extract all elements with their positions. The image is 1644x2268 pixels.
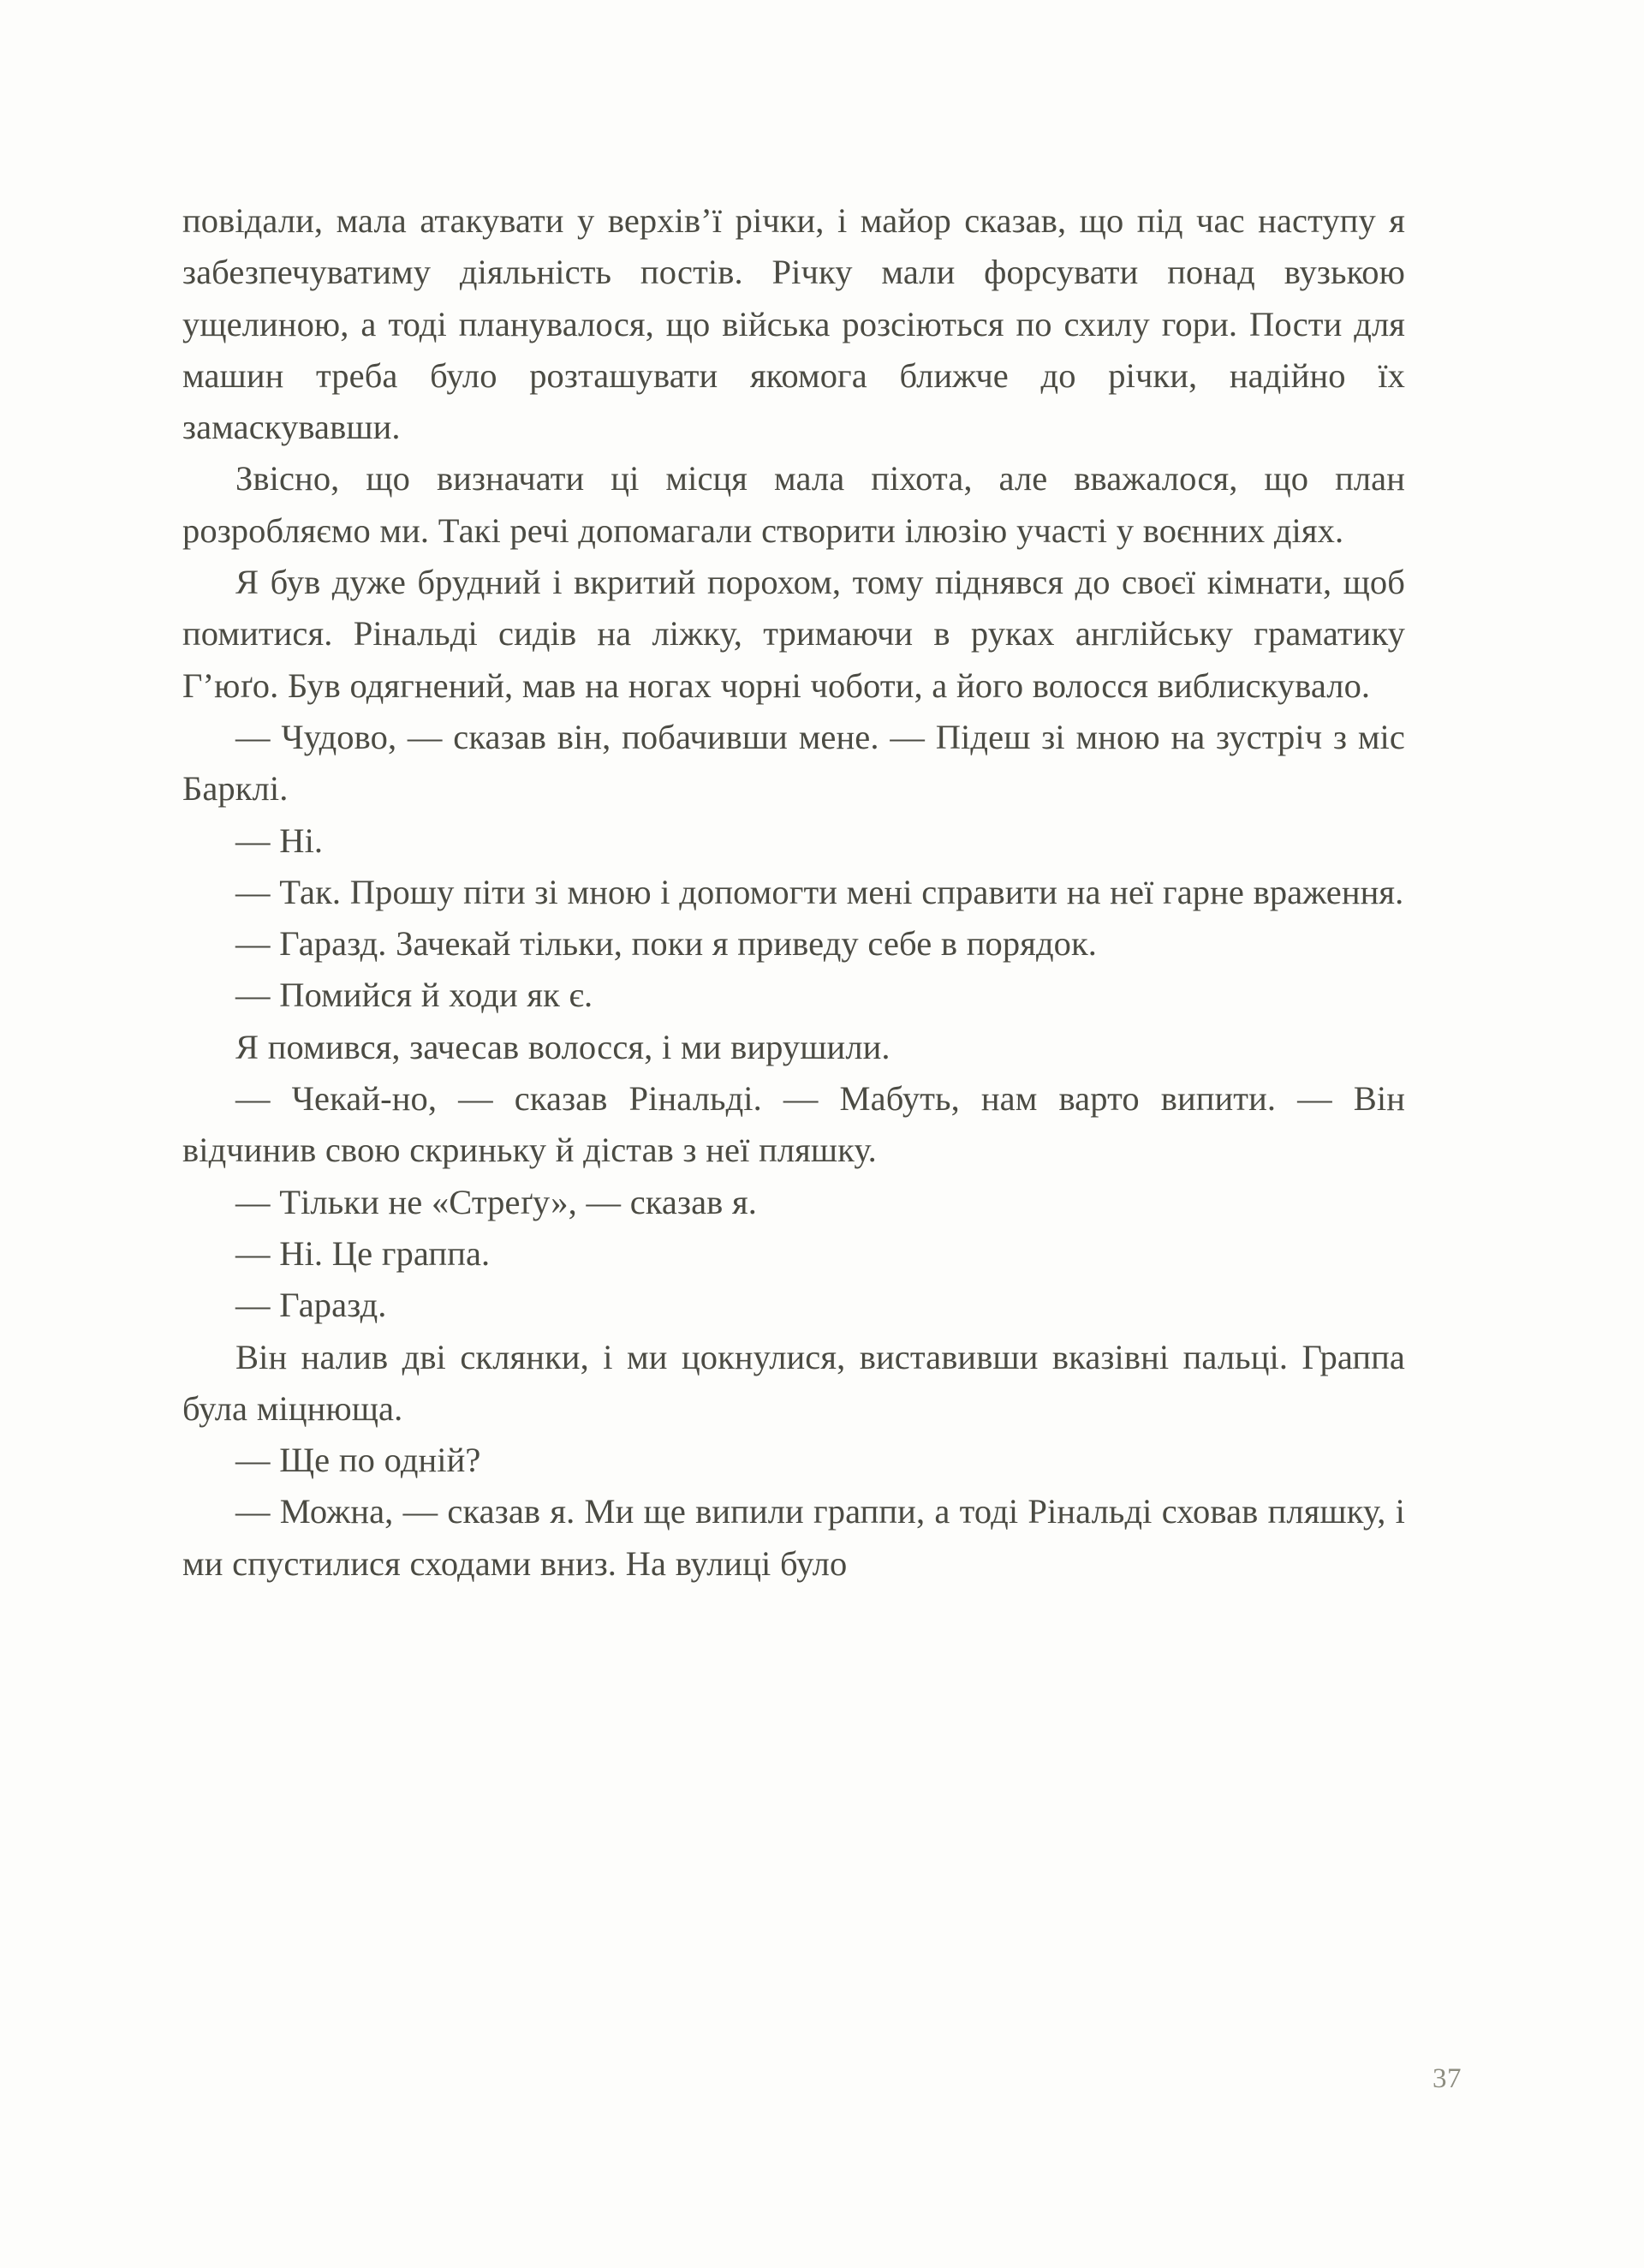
- paragraph-dialogue: — Помийся й ходи як є.: [235, 976, 593, 1015]
- paragraph-dialogue: — Чудово, — сказав він, побачивши мене. — Підеш зі мною на зустріч з міс Барклі.: [182, 717, 1405, 809]
- paragraph-dialogue: — Тільки не «Стреґу», — сказав я.: [235, 1182, 757, 1221]
- paragraph-dialogue: — Чекай-но, — сказав Рінальді. — Мабуть, нам варто випити. — Він відчинив свою скриньку й дістав з неї пляшку.: [182, 1079, 1405, 1170]
- paragraph-dialogue: — Так. Прошу піти зі мною і допомогти мені справити на неї гарне враження.: [235, 872, 1404, 911]
- paragraph: повідали, мала атакувати у верхів’ї річки, і майор сказав, що під час наступу я забезпечуватиму діяльність постів. Річку мали форсувати понад вузькою ущелиною, а тоді планувалося, що війська розсіються по схилу гори. Пости для машин треба було розташувати якомога ближче до річки, надійно їх замаскувавши.: [182, 201, 1405, 447]
- paragraph: Звісно, що визначати ці місця мала піхота, але вважалося, що план розробляємо ми. Такі речі допомагали створити ілюзію участі у воєнних діях.: [182, 459, 1405, 550]
- paragraph-dialogue: — Ще по одній?: [235, 1441, 481, 1480]
- page-text-block: [182, 195, 1405, 1590]
- paragraph-dialogue: — Гаразд.: [235, 1286, 387, 1325]
- paragraph: Він налив дві склянки, і ми цокнулися, виставивши вказівні пальці. Граппа була міцнюща.: [182, 1337, 1405, 1428]
- paragraph: Я був дуже брудний і вкритий порохом, тому піднявся до своєї кімнати, щоб помитися. Рінальді сидів на ліжку, тримаючи в руках англійську граматику Г’юґо. Був одягнений, мав на ногах чорні чоботи, а його волосся виблискувало.: [182, 563, 1405, 705]
- paragraph-dialogue: — Ні.: [235, 821, 324, 860]
- page-number: 37: [1433, 2063, 1462, 2094]
- paragraph-dialogue: — Можна, — сказав я. Ми ще випили граппи, а тоді Рінальді сховав пляшку, і ми спустилися сходами вниз. На вулиці було: [182, 1492, 1405, 1583]
- paragraph: Я помився, зачесав волосся, і ми вирушили.: [235, 1027, 890, 1066]
- paragraph-dialogue: — Гаразд. Зачекай тільки, поки я приведу себе в порядок.: [235, 924, 1097, 964]
- paragraph-dialogue: — Ні. Це граппа.: [235, 1233, 491, 1273]
